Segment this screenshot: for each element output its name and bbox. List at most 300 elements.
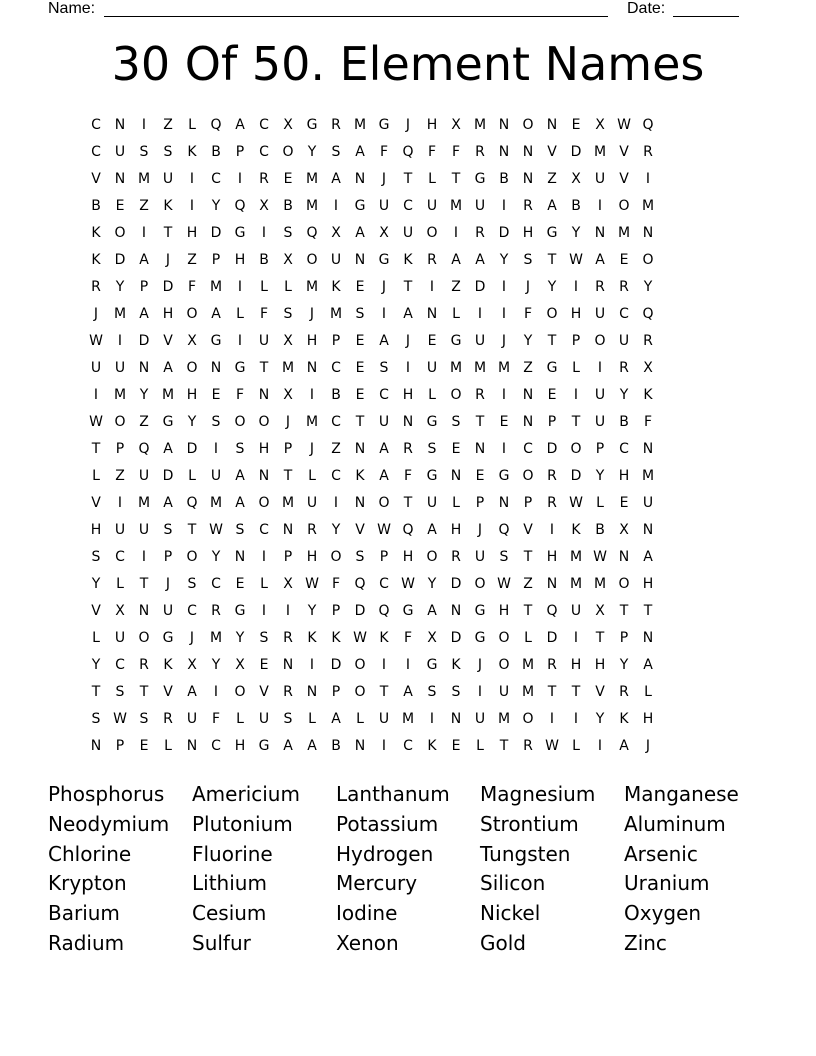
grid-letter: I: [501, 306, 507, 322]
grid-letter: O: [186, 549, 198, 565]
grid-letter: V: [547, 144, 557, 160]
grid-letter: S: [139, 144, 149, 160]
grid-letter: E: [283, 171, 293, 187]
grid-letter: W: [497, 576, 511, 592]
grid-letter: Y: [211, 549, 221, 565]
grid-letter: I: [141, 117, 147, 133]
grid-letter: W: [617, 117, 631, 133]
grid-letter: W: [89, 414, 103, 430]
grid-letter: Z: [163, 117, 173, 133]
grid-letter: B: [571, 198, 581, 214]
grid-letter: N: [258, 468, 270, 484]
grid-letter: J: [165, 252, 171, 268]
grid-letter: I: [501, 198, 507, 214]
grid-row: [84, 735, 732, 762]
grid-letter: G: [402, 603, 414, 619]
grid-letter: A: [235, 495, 245, 511]
grid-letter: Y: [91, 657, 101, 673]
grid-letter: S: [115, 684, 125, 700]
grid-letter: H: [450, 522, 462, 538]
grid-letter: A: [355, 144, 365, 160]
grid-letter: A: [355, 225, 365, 241]
grid-letter: E: [355, 333, 365, 349]
grid-letter: E: [115, 198, 125, 214]
grid-letter: R: [547, 657, 557, 673]
grid-letter: A: [379, 468, 389, 484]
grid-letter: I: [213, 684, 219, 700]
grid-letter: S: [523, 252, 533, 268]
grid-letter: Z: [451, 279, 461, 295]
grid-letter: J: [381, 171, 387, 187]
grid-letter: S: [499, 549, 509, 565]
grid-letter: P: [283, 549, 293, 565]
grid-letter: L: [572, 738, 580, 754]
grid-letter: V: [619, 171, 629, 187]
grid-letter: M: [113, 306, 127, 322]
grid-letter: J: [477, 522, 483, 538]
word-list-item: Plutonium: [192, 811, 293, 836]
grid-letter: G: [378, 252, 390, 268]
grid-letter: H: [258, 441, 270, 457]
grid-letter: Q: [354, 576, 366, 592]
grid-letter: Y: [619, 387, 629, 403]
grid-letter: D: [162, 468, 174, 484]
grid-letter: U: [426, 360, 438, 376]
grid-letter: A: [187, 684, 197, 700]
grid-letter: A: [643, 549, 653, 565]
grid-row: [84, 438, 732, 465]
grid-letter: J: [501, 333, 507, 349]
grid-letter: A: [139, 306, 149, 322]
name-label: Name:: [48, 0, 96, 17]
grid-letter: D: [186, 441, 198, 457]
grid-letter: O: [234, 414, 246, 430]
grid-letter: T: [571, 684, 581, 700]
grid-letter: T: [139, 684, 149, 700]
grid-letter: G: [474, 603, 486, 619]
grid-letter: A: [211, 306, 221, 322]
grid-letter: I: [237, 333, 243, 349]
grid-letter: I: [645, 171, 651, 187]
grid-letter: R: [643, 333, 653, 349]
grid-letter: Y: [139, 387, 149, 403]
grid-letter: U: [138, 468, 150, 484]
grid-letter: I: [477, 306, 483, 322]
grid-letter: P: [115, 738, 125, 754]
grid-letter: L: [92, 630, 100, 646]
grid-row: [84, 681, 732, 708]
grid-row: [84, 168, 732, 195]
grid-letter: D: [546, 441, 558, 457]
grid-row: [84, 708, 732, 735]
word-list-item: Strontium: [480, 811, 579, 836]
grid-letter: H: [402, 549, 414, 565]
grid-letter: H: [162, 306, 174, 322]
grid-letter: F: [379, 144, 389, 160]
grid-letter: R: [619, 360, 629, 376]
grid-letter: P: [379, 549, 389, 565]
grid-letter: Y: [115, 279, 125, 295]
grid-letter: E: [211, 387, 221, 403]
grid-letter: X: [283, 576, 293, 592]
grid-letter: N: [450, 603, 462, 619]
grid-letter: M: [521, 657, 535, 673]
grid-letter: S: [283, 711, 293, 727]
grid-letter: J: [525, 279, 531, 295]
grid-letter: G: [234, 360, 246, 376]
grid-row: [84, 600, 732, 627]
grid-letter: N: [522, 171, 534, 187]
grid-letter: U: [258, 333, 270, 349]
grid-letter: P: [547, 414, 557, 430]
grid-letter: O: [306, 252, 318, 268]
grid-letter: A: [331, 711, 341, 727]
grid-letter: N: [138, 603, 150, 619]
grid-letter: W: [569, 252, 583, 268]
grid-letter: T: [523, 603, 533, 619]
grid-letter: W: [545, 738, 559, 754]
grid-letter: V: [523, 522, 533, 538]
grid-letter: O: [522, 117, 534, 133]
grid-letter: O: [546, 306, 558, 322]
grid-letter: B: [259, 252, 269, 268]
grid-letter: M: [593, 144, 607, 160]
grid-letter: S: [259, 630, 269, 646]
grid-letter: C: [187, 603, 197, 619]
grid-letter: D: [450, 576, 462, 592]
grid-letter: R: [307, 522, 317, 538]
word-list-item: Xenon: [336, 930, 399, 955]
grid-letter: D: [570, 144, 582, 160]
grid-letter: H: [426, 117, 438, 133]
grid-letter: O: [618, 576, 630, 592]
grid-letter: J: [645, 738, 651, 754]
grid-letter: H: [546, 549, 558, 565]
grid-letter: I: [93, 387, 99, 403]
grid-letter: P: [115, 441, 125, 457]
grid-letter: U: [162, 603, 174, 619]
grid-letter: M: [497, 711, 511, 727]
grid-letter: X: [595, 117, 605, 133]
grid-letter: U: [618, 333, 630, 349]
grid-letter: O: [258, 495, 270, 511]
grid-letter: Y: [235, 630, 245, 646]
grid-letter: N: [498, 144, 510, 160]
grid-letter: T: [283, 468, 293, 484]
grid-letter: N: [474, 441, 486, 457]
grid-letter: Y: [211, 198, 221, 214]
grid-letter: X: [115, 603, 125, 619]
grid-letter: S: [235, 441, 245, 457]
grid-letter: Y: [307, 144, 317, 160]
grid-letter: M: [569, 549, 583, 565]
grid-letter: O: [138, 630, 150, 646]
grid-letter: I: [189, 198, 195, 214]
grid-letter: N: [642, 630, 654, 646]
grid-letter: N: [450, 711, 462, 727]
grid-letter: A: [451, 252, 461, 268]
grid-letter: F: [643, 414, 653, 430]
grid-letter: C: [259, 144, 269, 160]
grid-letter: K: [379, 630, 389, 646]
word-list-item: Barium: [48, 901, 120, 926]
grid-letter: U: [474, 198, 486, 214]
name-field-line[interactable]: [104, 16, 608, 17]
grid-letter: N: [354, 738, 366, 754]
grid-letter: K: [187, 144, 197, 160]
grid-letter: L: [452, 495, 460, 511]
grid-letter: T: [187, 522, 197, 538]
grid-letter: Z: [331, 441, 341, 457]
grid-row: [84, 654, 732, 681]
grid-letter: M: [353, 117, 367, 133]
grid-letter: T: [403, 279, 413, 295]
grid-letter: T: [547, 333, 557, 349]
grid-letter: C: [115, 549, 125, 565]
grid-letter: Z: [547, 171, 557, 187]
grid-letter: D: [138, 333, 150, 349]
grid-letter: L: [428, 171, 436, 187]
grid-letter: Y: [595, 468, 605, 484]
grid-letter: M: [449, 198, 463, 214]
grid-letter: N: [402, 414, 414, 430]
grid-letter: Q: [402, 522, 414, 538]
grid-letter: U: [210, 468, 222, 484]
word-list-item: Sulfur: [192, 930, 251, 955]
grid-letter: N: [450, 468, 462, 484]
grid-letter: S: [379, 360, 389, 376]
grid-letter: Y: [499, 252, 509, 268]
grid-letter: C: [331, 360, 341, 376]
grid-letter: S: [355, 549, 365, 565]
grid-letter: H: [570, 657, 582, 673]
grid-letter: Y: [595, 711, 605, 727]
word-list-item: Arsenic: [624, 841, 698, 866]
grid-letter: I: [381, 306, 387, 322]
grid-letter: S: [235, 522, 245, 538]
grid-letter: U: [378, 711, 390, 727]
grid-letter: F: [187, 279, 197, 295]
grid-letter: E: [139, 738, 149, 754]
grid-letter: C: [403, 198, 413, 214]
grid-letter: G: [210, 333, 222, 349]
grid-letter: S: [451, 414, 461, 430]
grid-letter: L: [260, 279, 268, 295]
grid-letter: R: [619, 684, 629, 700]
grid-letter: Y: [211, 657, 221, 673]
grid-letter: W: [305, 576, 319, 592]
grid-letter: D: [546, 630, 558, 646]
grid-letter: S: [283, 306, 293, 322]
grid-letter: Y: [187, 414, 197, 430]
grid-letter: L: [452, 306, 460, 322]
word-list-item: Lithium: [192, 871, 267, 896]
date-field-line[interactable]: [673, 16, 739, 17]
grid-letter: K: [643, 387, 653, 403]
grid-letter: O: [282, 144, 294, 160]
grid-letter: M: [641, 198, 655, 214]
grid-letter: P: [139, 279, 149, 295]
grid-letter: L: [236, 711, 244, 727]
grid-letter: I: [285, 603, 291, 619]
grid-letter: K: [307, 630, 317, 646]
grid-letter: T: [523, 549, 533, 565]
grid-letter: Q: [642, 117, 654, 133]
grid-letter: G: [162, 414, 174, 430]
grid-letter: A: [163, 360, 173, 376]
word-list-item: Chlorine: [48, 841, 132, 866]
grid-letter: M: [569, 576, 583, 592]
grid-letter: U: [474, 549, 486, 565]
grid-letter: U: [306, 495, 318, 511]
grid-letter: M: [497, 360, 511, 376]
grid-letter: X: [331, 225, 341, 241]
grid-letter: O: [186, 360, 198, 376]
grid-letter: Y: [571, 225, 581, 241]
grid-letter: N: [642, 441, 654, 457]
grid-letter: A: [235, 468, 245, 484]
grid-letter: M: [305, 414, 319, 430]
grid-letter: G: [546, 225, 558, 241]
page-title: 30 Of 50. Element Names: [111, 37, 705, 91]
word-list-item: Tungsten: [480, 841, 571, 866]
grid-letter: X: [571, 171, 581, 187]
grid-letter: P: [331, 684, 341, 700]
grid-letter: Q: [138, 441, 150, 457]
grid-letter: G: [426, 657, 438, 673]
date-label: Date:: [627, 0, 666, 17]
grid-letter: X: [187, 333, 197, 349]
grid-letter: I: [261, 549, 267, 565]
grid-letter: O: [522, 468, 534, 484]
grid-letter: S: [427, 441, 437, 457]
grid-letter: V: [91, 603, 101, 619]
grid-letter: B: [619, 414, 629, 430]
grid-letter: K: [331, 279, 341, 295]
grid-letter: I: [309, 657, 315, 673]
grid-letter: Q: [306, 225, 318, 241]
grid-letter: O: [186, 306, 198, 322]
grid-letter: A: [163, 495, 173, 511]
grid-letter: R: [427, 252, 437, 268]
word-list-item: Aluminum: [624, 811, 726, 836]
grid-letter: T: [619, 603, 629, 619]
grid-letter: I: [501, 279, 507, 295]
grid-letter: N: [546, 576, 558, 592]
grid-letter: L: [596, 495, 604, 511]
grid-letter: W: [569, 495, 583, 511]
grid-letter: X: [427, 630, 437, 646]
grid-letter: N: [354, 252, 366, 268]
grid-letter: E: [427, 333, 437, 349]
grid-letter: R: [331, 117, 341, 133]
grid-letter: N: [594, 225, 606, 241]
grid-letter: I: [237, 171, 243, 187]
grid-letter: M: [641, 468, 655, 484]
grid-letter: C: [379, 576, 389, 592]
grid-letter: F: [259, 306, 269, 322]
grid-row: [84, 222, 732, 249]
grid-letter: U: [162, 171, 174, 187]
grid-row: [84, 384, 732, 411]
grid-letter: T: [595, 630, 605, 646]
grid-letter: T: [91, 684, 101, 700]
grid-letter: Y: [331, 522, 341, 538]
grid-letter: L: [164, 738, 172, 754]
grid-letter: L: [284, 279, 292, 295]
grid-letter: R: [619, 279, 629, 295]
grid-letter: L: [476, 738, 484, 754]
grid-letter: Q: [402, 144, 414, 160]
grid-letter: K: [451, 657, 461, 673]
grid-letter: U: [258, 711, 270, 727]
grid-letter: O: [474, 576, 486, 592]
grid-letter: U: [114, 522, 126, 538]
grid-letter: G: [234, 225, 246, 241]
grid-letter: Z: [187, 252, 197, 268]
grid-letter: H: [402, 387, 414, 403]
grid-letter: V: [259, 684, 269, 700]
grid-letter: T: [499, 738, 509, 754]
grid-letter: U: [426, 198, 438, 214]
word-list: [48, 781, 788, 960]
grid-letter: E: [259, 657, 269, 673]
grid-letter: M: [209, 630, 223, 646]
grid-letter: Y: [427, 576, 437, 592]
grid-letter: L: [428, 387, 436, 403]
word-list-item: Neodymium: [48, 811, 170, 836]
grid-letter: A: [283, 738, 293, 754]
grid-letter: C: [379, 387, 389, 403]
grid-letter: G: [162, 630, 174, 646]
grid-letter: R: [547, 495, 557, 511]
grid-row: [84, 114, 732, 141]
word-list-item: Iodine: [336, 901, 398, 926]
grid-letter: X: [643, 360, 653, 376]
grid-letter: R: [211, 603, 221, 619]
grid-letter: N: [354, 441, 366, 457]
grid-letter: U: [498, 684, 510, 700]
grid-row: [84, 303, 732, 330]
grid-letter: Z: [139, 414, 149, 430]
grid-letter: I: [261, 603, 267, 619]
grid-row: [84, 330, 732, 357]
grid-letter: J: [165, 576, 171, 592]
grid-letter: C: [91, 117, 101, 133]
grid-letter: N: [282, 522, 294, 538]
grid-letter: E: [235, 576, 245, 592]
grid-letter: N: [498, 117, 510, 133]
grid-letter: R: [643, 144, 653, 160]
grid-letter: R: [523, 738, 533, 754]
grid-letter: O: [330, 549, 342, 565]
word-list-item: Radium: [48, 930, 125, 955]
grid-letter: U: [594, 306, 606, 322]
grid-letter: T: [475, 414, 485, 430]
grid-letter: T: [403, 495, 413, 511]
grid-letter: G: [378, 117, 390, 133]
grid-letter: M: [473, 360, 487, 376]
grid-letter: A: [427, 522, 437, 538]
grid-letter: S: [139, 711, 149, 727]
grid-letter: N: [306, 360, 318, 376]
grid-letter: X: [451, 117, 461, 133]
word-list-item: Manganese: [624, 782, 739, 806]
grid-letter: S: [451, 684, 461, 700]
grid-letter: P: [571, 333, 581, 349]
grid-letter: A: [475, 252, 485, 268]
word-list-item: Hydrogen: [336, 841, 434, 866]
